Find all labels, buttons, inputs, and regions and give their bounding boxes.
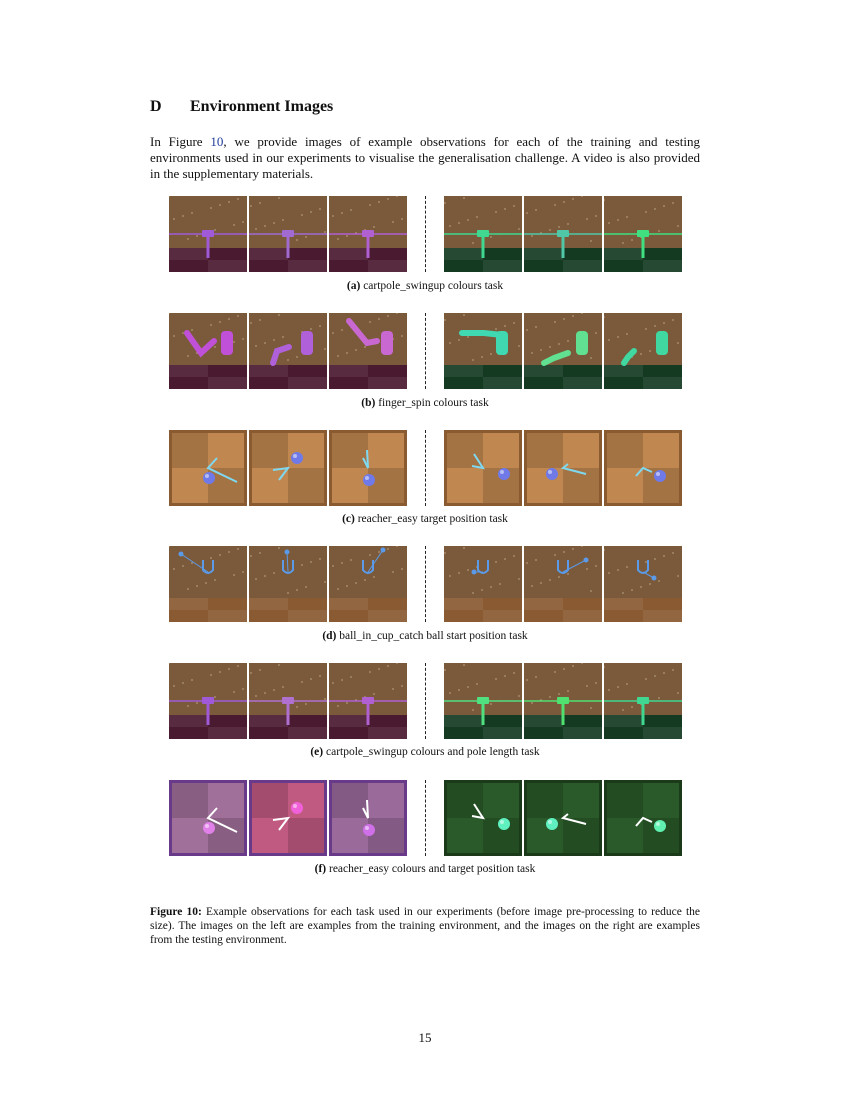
observation-image-f-train (249, 780, 327, 856)
observation-image-d-train (329, 546, 407, 622)
observation-image-f-train (169, 780, 247, 856)
observation-image-c-train (329, 430, 407, 506)
subfigure-caption (150, 746, 700, 758)
observation-image-a-train (169, 196, 247, 272)
observation-image-d-test (604, 546, 682, 622)
observation-image-c-test (524, 430, 602, 506)
figure-reference-link[interactable]: 10 (210, 134, 224, 149)
subfigure-label: (c) (342, 513, 355, 525)
subfigure-caption-text: reacher_easy target position task (354, 513, 508, 525)
observation-image-b-test (444, 313, 522, 389)
observation-image-a-train (329, 196, 407, 272)
observation-image-f-test (524, 780, 602, 856)
observation-image-c-train (169, 430, 247, 506)
observation-image-b-train (249, 313, 327, 389)
section-heading (150, 98, 333, 116)
observation-image-a-test (524, 196, 602, 272)
section-number: D (150, 98, 162, 115)
observation-image-d-test (444, 546, 522, 622)
observation-image-f-train (329, 780, 407, 856)
observation-image-c-train (249, 430, 327, 506)
subfigure-label: (b) (361, 397, 376, 409)
subfigure-caption-text: ball_in_cup_catch ball start position task (336, 630, 528, 642)
subfigure-caption-text: finger_spin colours task (375, 397, 489, 409)
observation-image-b-test (604, 313, 682, 389)
train-test-divider (425, 430, 426, 506)
observation-image-b-test (524, 313, 602, 389)
subfigure-label: (e) (310, 746, 324, 758)
figure-caption (150, 905, 700, 947)
observation-image-c-test (444, 430, 522, 506)
train-test-divider (425, 780, 426, 856)
observation-image-f-test (444, 780, 522, 856)
observation-image-f-test (604, 780, 682, 856)
figure-caption-text: Example observations for each task used in our experiments (before image pre-processing to reduce the size). The images on the left are examples from the training environment, and the images on the right are examples from the testing environment. (150, 906, 700, 946)
intro-paragraph (150, 134, 700, 182)
observation-image-a-test (444, 196, 522, 272)
observation-image-b-train (329, 313, 407, 389)
observation-image-d-train (169, 546, 247, 622)
figure-caption-label: Figure 10: (150, 906, 202, 918)
page-number: 15 (418, 1030, 432, 1045)
train-test-divider (425, 196, 426, 272)
subfigure-caption-text: reacher_easy colours and target position task (326, 863, 536, 875)
observation-image-e-train (329, 663, 407, 739)
subfigure-label: (a) (346, 280, 361, 292)
subfigure-caption (150, 280, 700, 292)
observation-image-e-test (604, 663, 682, 739)
subfigure-caption (150, 397, 700, 409)
subfigure-caption (150, 630, 700, 642)
observation-image-d-test (524, 546, 602, 622)
subfigure-caption (150, 513, 700, 525)
train-test-divider (425, 546, 426, 622)
observation-image-e-test (444, 663, 522, 739)
intro-text-before: In Figure (150, 134, 211, 149)
observation-image-c-test (604, 430, 682, 506)
observation-image-e-train (249, 663, 327, 739)
train-test-divider (425, 663, 426, 739)
observation-image-e-test (524, 663, 602, 739)
observation-image-d-train (249, 546, 327, 622)
section-title: Environment Images (190, 98, 334, 115)
observation-image-b-train (169, 313, 247, 389)
subfigure-label: (d) (322, 630, 337, 642)
intro-text-after: , we provide images of example observations for each of the training and testing environments used in our experiments to visualise the generalisation challenge. A video is also provided in the supplementary materials. (150, 134, 700, 181)
subfigure-caption-text: cartpole_swingup colours and pole length task (323, 746, 540, 758)
subfigure-label: (f) (314, 863, 327, 875)
observation-image-a-test (604, 196, 682, 272)
train-test-divider (425, 313, 426, 389)
observation-image-e-train (169, 663, 247, 739)
observation-image-a-train (249, 196, 327, 272)
subfigure-caption-text: cartpole_swingup colours task (360, 280, 504, 292)
subfigure-caption (150, 863, 700, 875)
